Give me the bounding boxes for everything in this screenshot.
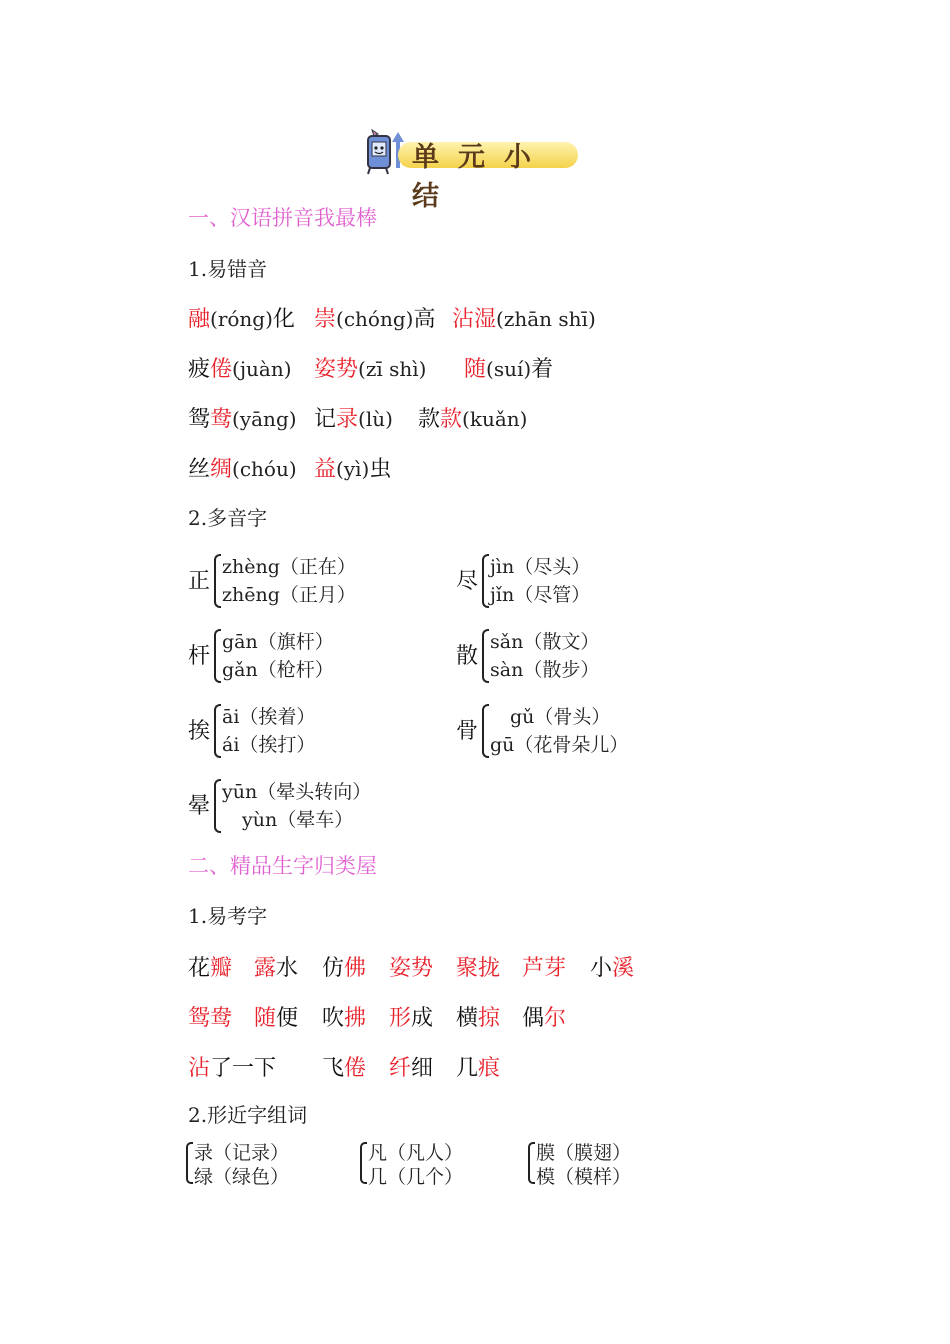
polyphone-reading: sǎn（散文） <box>490 631 600 653</box>
similar-char-word: 录（记录） <box>194 1142 290 1164</box>
polyphone-char: 骨 <box>456 719 479 744</box>
pinyin-text: (suí) <box>486 357 532 381</box>
highlight-char: 崇 <box>314 307 337 332</box>
polyphone-char: 挨 <box>188 719 211 744</box>
key-word <box>522 1001 566 1032</box>
highlight-char: 姿势 <box>389 956 434 981</box>
pinyin-text: (róng) <box>210 307 273 331</box>
highlight-char: 形 <box>389 1006 412 1031</box>
highlight-char: 尔 <box>544 1006 567 1031</box>
key-word <box>456 951 500 982</box>
highlight-char: 录 <box>336 407 359 432</box>
word-char: 高 <box>413 307 436 332</box>
pinyin-text: (yāng) <box>232 407 297 431</box>
polyphone-reading: gǎn（枪杆） <box>222 659 334 681</box>
brace-mark <box>214 704 221 758</box>
title-banner <box>360 128 585 212</box>
highlight-char: 融 <box>188 307 211 332</box>
word-char: 便 <box>276 1006 299 1031</box>
key-word <box>590 951 634 982</box>
highlight-char: 露 <box>254 956 277 981</box>
polyphone-reading: ái（挨打） <box>222 734 316 756</box>
polyphone-reading: zhēng（正月） <box>222 584 356 606</box>
pronunciation-item <box>188 402 297 433</box>
similar-char-word: 几（几个） <box>368 1166 464 1188</box>
pronunciation-item <box>314 302 435 333</box>
word-char: 吹 <box>322 1006 345 1031</box>
key-word <box>254 1001 298 1032</box>
polyphone-reading: yūn（晕头转向） <box>222 781 372 803</box>
polyphone-char: 正 <box>188 569 211 594</box>
pinyin-text: (zhān shī) <box>496 307 596 331</box>
word-char: 着 <box>531 357 554 382</box>
word-char: 虫 <box>369 457 392 482</box>
highlight-char: 倦 <box>344 1056 367 1081</box>
highlight-char: 绸 <box>210 457 233 482</box>
polyphone-reading: gū（花骨朵儿） <box>490 734 629 756</box>
highlight-char: 芦芽 <box>522 956 567 981</box>
key-word <box>389 951 433 982</box>
word-char: 花 <box>188 956 211 981</box>
key-word <box>389 1051 433 1082</box>
polyphone-reading: zhèng（正在） <box>222 556 356 578</box>
brace-mark <box>528 1142 535 1184</box>
polyphone-reading: gān（旗杆） <box>222 631 334 653</box>
pinyin-text: (yì) <box>336 457 370 481</box>
word-char: 丝 <box>188 457 211 482</box>
similar-char-word: 凡（凡人） <box>368 1142 464 1164</box>
similar-char-word: 膜（膜翅） <box>536 1142 632 1164</box>
highlight-char: 随 <box>254 1006 277 1031</box>
brace-mark <box>214 554 221 608</box>
key-word <box>188 951 232 982</box>
polyphone-reading: yùn（晕车） <box>242 809 354 831</box>
subheading-polyphones: 2.多音字 <box>188 506 268 530</box>
highlight-char: 鸯 <box>210 407 233 432</box>
pinyin-text: (lù) <box>358 407 393 431</box>
key-word <box>322 1051 366 1082</box>
highlight-char: 痕 <box>478 1056 501 1081</box>
word-char: 记 <box>314 407 337 432</box>
highlight-char: 随 <box>464 357 487 382</box>
brace-mark <box>482 554 489 608</box>
key-word <box>188 1001 232 1032</box>
polyphone-reading: jǐn（尽管） <box>490 584 591 606</box>
brace-mark <box>360 1142 367 1184</box>
key-word <box>188 1051 276 1082</box>
polyphone-char: 散 <box>456 644 479 669</box>
subheading-wrong-pronunciation: 1.易错音 <box>188 257 268 281</box>
section-heading-2: 二、精品生字归类屋 <box>188 854 377 878</box>
word-char: 偶 <box>522 1006 545 1031</box>
polyphone-char: 尽 <box>456 569 479 594</box>
highlight-char: 溪 <box>612 956 635 981</box>
brace-mark <box>186 1142 193 1184</box>
pronunciation-item <box>418 402 527 433</box>
pronunciation-item <box>188 302 295 333</box>
highlight-char: 沾湿 <box>452 307 497 332</box>
polyphone-reading: gǔ（骨头） <box>510 706 611 728</box>
key-word <box>522 951 566 982</box>
pronunciation-item <box>314 402 393 433</box>
pronunciation-item <box>314 352 426 383</box>
highlight-char: 纤 <box>389 1056 412 1081</box>
pinyin-text: (zī shì) <box>358 357 427 381</box>
key-word <box>322 1001 366 1032</box>
brace-mark <box>482 629 489 683</box>
brace-mark <box>482 704 489 758</box>
highlight-char: 掠 <box>478 1006 501 1031</box>
brace-mark <box>214 629 221 683</box>
similar-char-word: 绿（绿色） <box>194 1166 290 1188</box>
polyphone-reading: jìn（尽头） <box>490 556 591 578</box>
word-char: 细 <box>411 1056 434 1081</box>
polyphone-reading: sàn（散步） <box>490 659 600 681</box>
pinyin-text: (chóu) <box>232 457 297 481</box>
highlight-char: 姿势 <box>314 357 359 382</box>
subheading-key-words: 1.易考字 <box>188 904 268 928</box>
page-title: 单元小结 <box>412 142 550 212</box>
polyphone-char: 晕 <box>188 794 211 819</box>
word-char: 小 <box>590 956 613 981</box>
word-char: 疲 <box>188 357 211 382</box>
pronunciation-item <box>188 352 292 383</box>
pronunciation-item <box>314 452 391 483</box>
pinyin-text: (kuǎn) <box>462 407 528 431</box>
pronunciation-item <box>188 452 297 483</box>
similar-char-word: 模（模样） <box>536 1166 632 1188</box>
key-word <box>254 951 298 982</box>
highlight-char: 倦 <box>210 357 233 382</box>
key-word <box>456 1001 500 1032</box>
section-heading-1: 一、汉语拼音我最棒 <box>188 206 377 230</box>
highlight-char: 聚拢 <box>456 956 501 981</box>
key-word <box>389 1001 433 1032</box>
word-char: 鸳 <box>188 407 211 432</box>
key-word <box>456 1051 500 1082</box>
highlight-char: 拂 <box>344 1006 367 1031</box>
highlight-char: 佛 <box>344 956 367 981</box>
pronunciation-item <box>452 302 596 333</box>
word-char: 仿 <box>322 956 345 981</box>
word-char: 水 <box>276 956 299 981</box>
word-char: 了一下 <box>210 1056 277 1081</box>
word-char: 飞 <box>322 1056 345 1081</box>
highlight-char: 沾 <box>188 1056 211 1081</box>
subheading-similar-chars: 2.形近字组词 <box>188 1103 308 1127</box>
highlight-char: 益 <box>314 457 337 482</box>
pronunciation-item <box>464 352 553 383</box>
highlight-char: 瓣 <box>210 956 233 981</box>
brace-mark <box>214 779 221 833</box>
word-char: 款 <box>418 407 441 432</box>
polyphone-reading: āi（挨着） <box>222 706 316 728</box>
polyphone-char: 杆 <box>188 644 211 669</box>
key-word <box>322 951 366 982</box>
word-char: 几 <box>456 1056 479 1081</box>
word-char: 横 <box>456 1006 479 1031</box>
highlight-char: 鸳鸯 <box>188 1006 233 1031</box>
pinyin-text: (juàn) <box>232 357 292 381</box>
word-char: 成 <box>411 1006 434 1031</box>
word-char: 化 <box>272 307 295 332</box>
pinyin-text: (chóng) <box>336 307 414 331</box>
highlight-char: 款 <box>440 407 463 432</box>
